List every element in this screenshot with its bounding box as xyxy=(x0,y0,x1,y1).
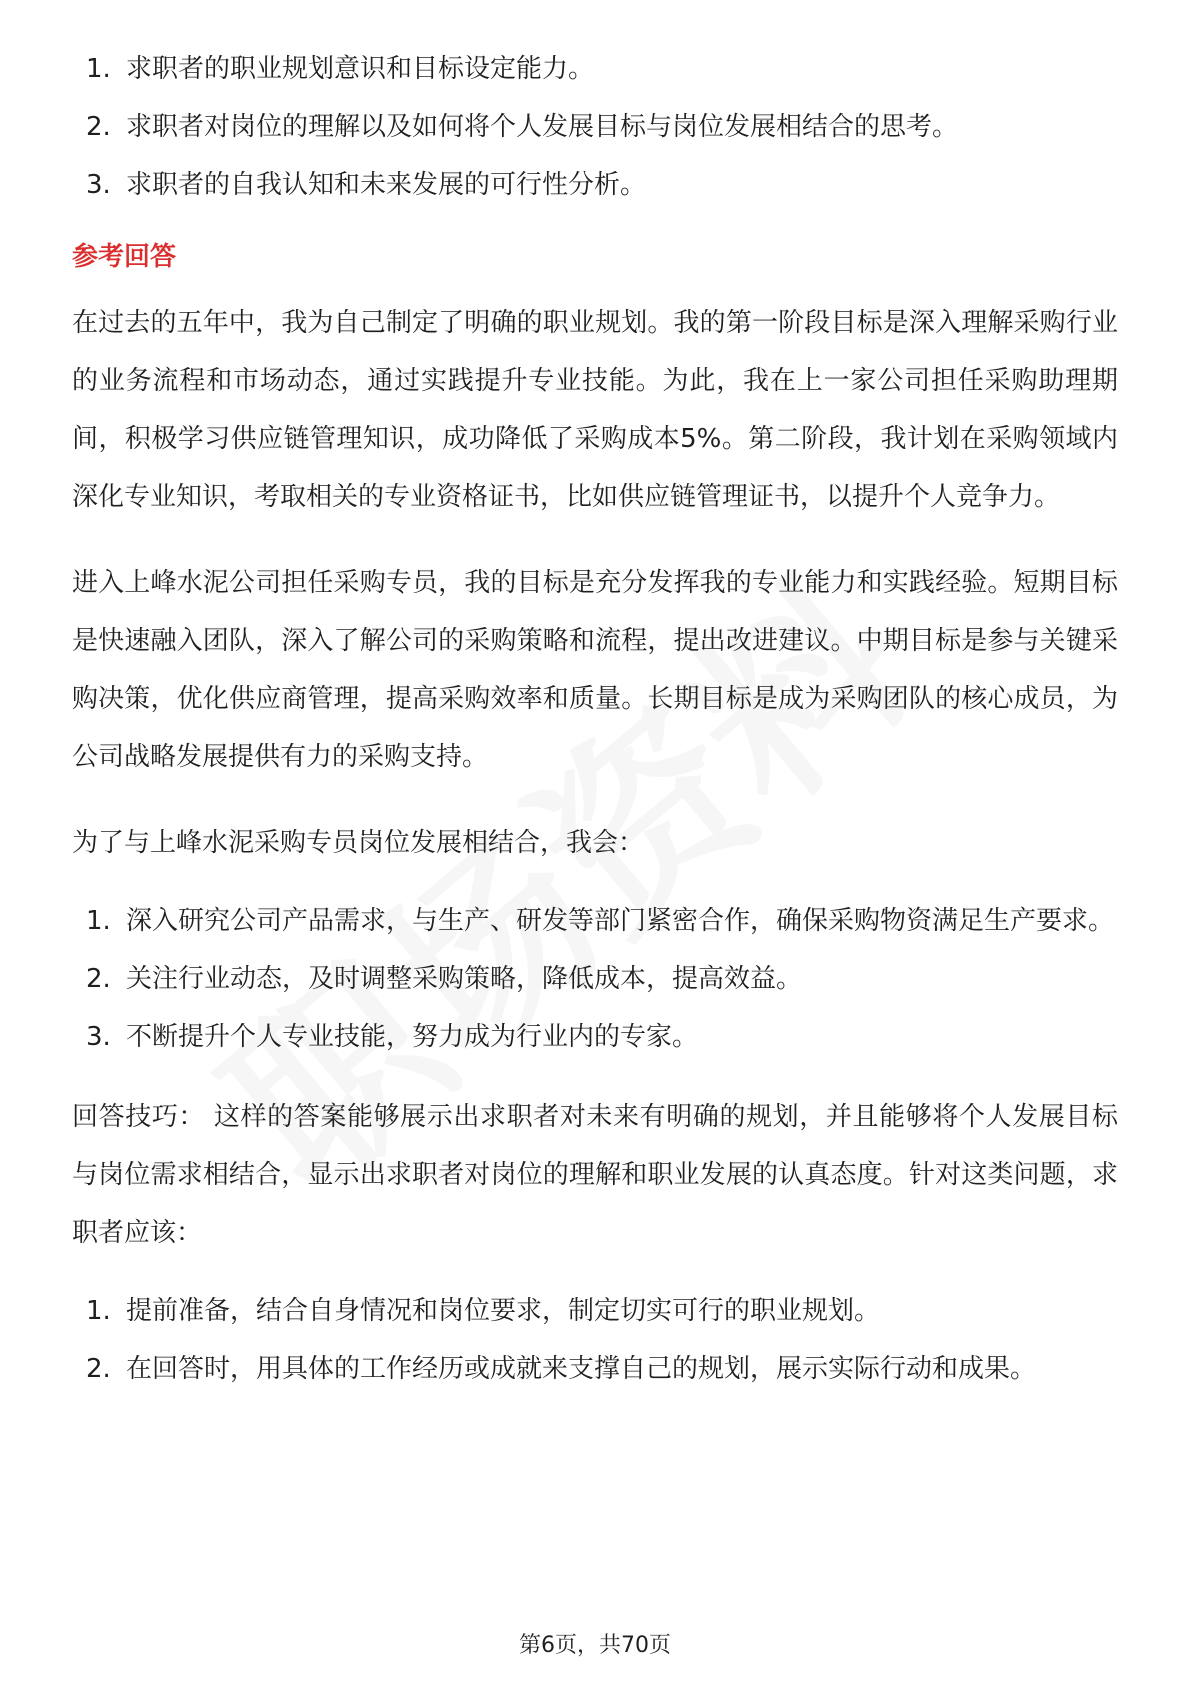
list-item xyxy=(72,1282,1118,1340)
list-text: 提前准备，结合自身情况和岗位要求，制定切实可行的职业规划。 xyxy=(126,1296,881,1326)
list-number: 3. xyxy=(86,1022,111,1052)
list-text: 求职者的自我认知和未来发展的可行性分析。 xyxy=(126,170,647,200)
answer-paragraph: 在过去的五年中，我为自己制定了明确的职业规划。我的第一阶段目标是深入理解采购行业的业务流程和市场动态，通过实践提升专业技能。为此，我在上一家公司担任采购助理期间，积极学习供应链管理知识，成功降低了采购成本5%。第二阶段，我计划在采购领域内深化专业知识，考取相关的专业资格证书，比如供应链管理证书，以提升个人竞争力。 xyxy=(72,308,1118,512)
action-list xyxy=(72,892,1118,1066)
list-item xyxy=(72,98,1118,156)
list-text: 深入研究公司产品需求，与生产、研发等部门紧密合作，确保采购物资满足生产要求。 xyxy=(126,906,1115,936)
list-item xyxy=(72,892,1118,950)
tips-list xyxy=(72,1282,1118,1398)
list-item xyxy=(72,950,1118,1008)
list-text: 求职者对岗位的理解以及如何将个人发展目标与岗位发展相结合的思考。 xyxy=(126,112,959,142)
list-number: 3. xyxy=(86,170,111,200)
section-title: 参考回答 xyxy=(72,242,177,272)
page-content xyxy=(72,40,1118,1398)
spacer xyxy=(72,1066,1118,1088)
assessment-points-list xyxy=(72,40,1118,214)
list-item xyxy=(72,156,1118,214)
page-footer: 第6页，共70页 xyxy=(519,1633,671,1658)
list-item xyxy=(72,1008,1118,1066)
list-text: 求职者的职业规划意识和目标设定能力。 xyxy=(126,54,595,84)
list-number: 2. xyxy=(86,964,111,994)
list-item xyxy=(72,40,1118,98)
list-number: 1. xyxy=(86,906,111,936)
list-number: 2. xyxy=(86,112,111,142)
list-number: 1. xyxy=(86,1296,111,1326)
tips-paragraph: 回答技巧： 这样的答案能够展示出求职者对未来有明确的规划，并且能够将个人发展目标与岗位需求相结合，显示出求职者对岗位的理解和职业发展的认真态度。针对这类问题，求职者应该： xyxy=(72,1102,1118,1248)
list-text: 不断提升个人专业技能，努力成为行业内的专家。 xyxy=(126,1022,699,1052)
answer-paragraph: 进入上峰水泥公司担任采购专员，我的目标是充分发挥我的专业能力和实践经验。短期目标是快速融入团队，深入了解公司的采购策略和流程，提出改进建议。中期目标是参与关键采购决策，优化供应商管理，提高采购效率和质量。长期目标是成为采购团队的核心成员，为公司战略发展提供有力的采购支持。 xyxy=(72,568,1118,772)
answer-paragraph: 为了与上峰水泥采购专员岗位发展相结合，我会： xyxy=(72,828,645,858)
list-text: 在回答时，用具体的工作经历或成就来支撑自己的规划，展示实际行动和成果。 xyxy=(126,1354,1037,1384)
list-number: 2. xyxy=(86,1354,111,1384)
list-text: 关注行业动态，及时调整采购策略，降低成本，提高效益。 xyxy=(126,964,803,994)
list-number: 1. xyxy=(86,54,111,84)
list-item xyxy=(72,1340,1118,1398)
